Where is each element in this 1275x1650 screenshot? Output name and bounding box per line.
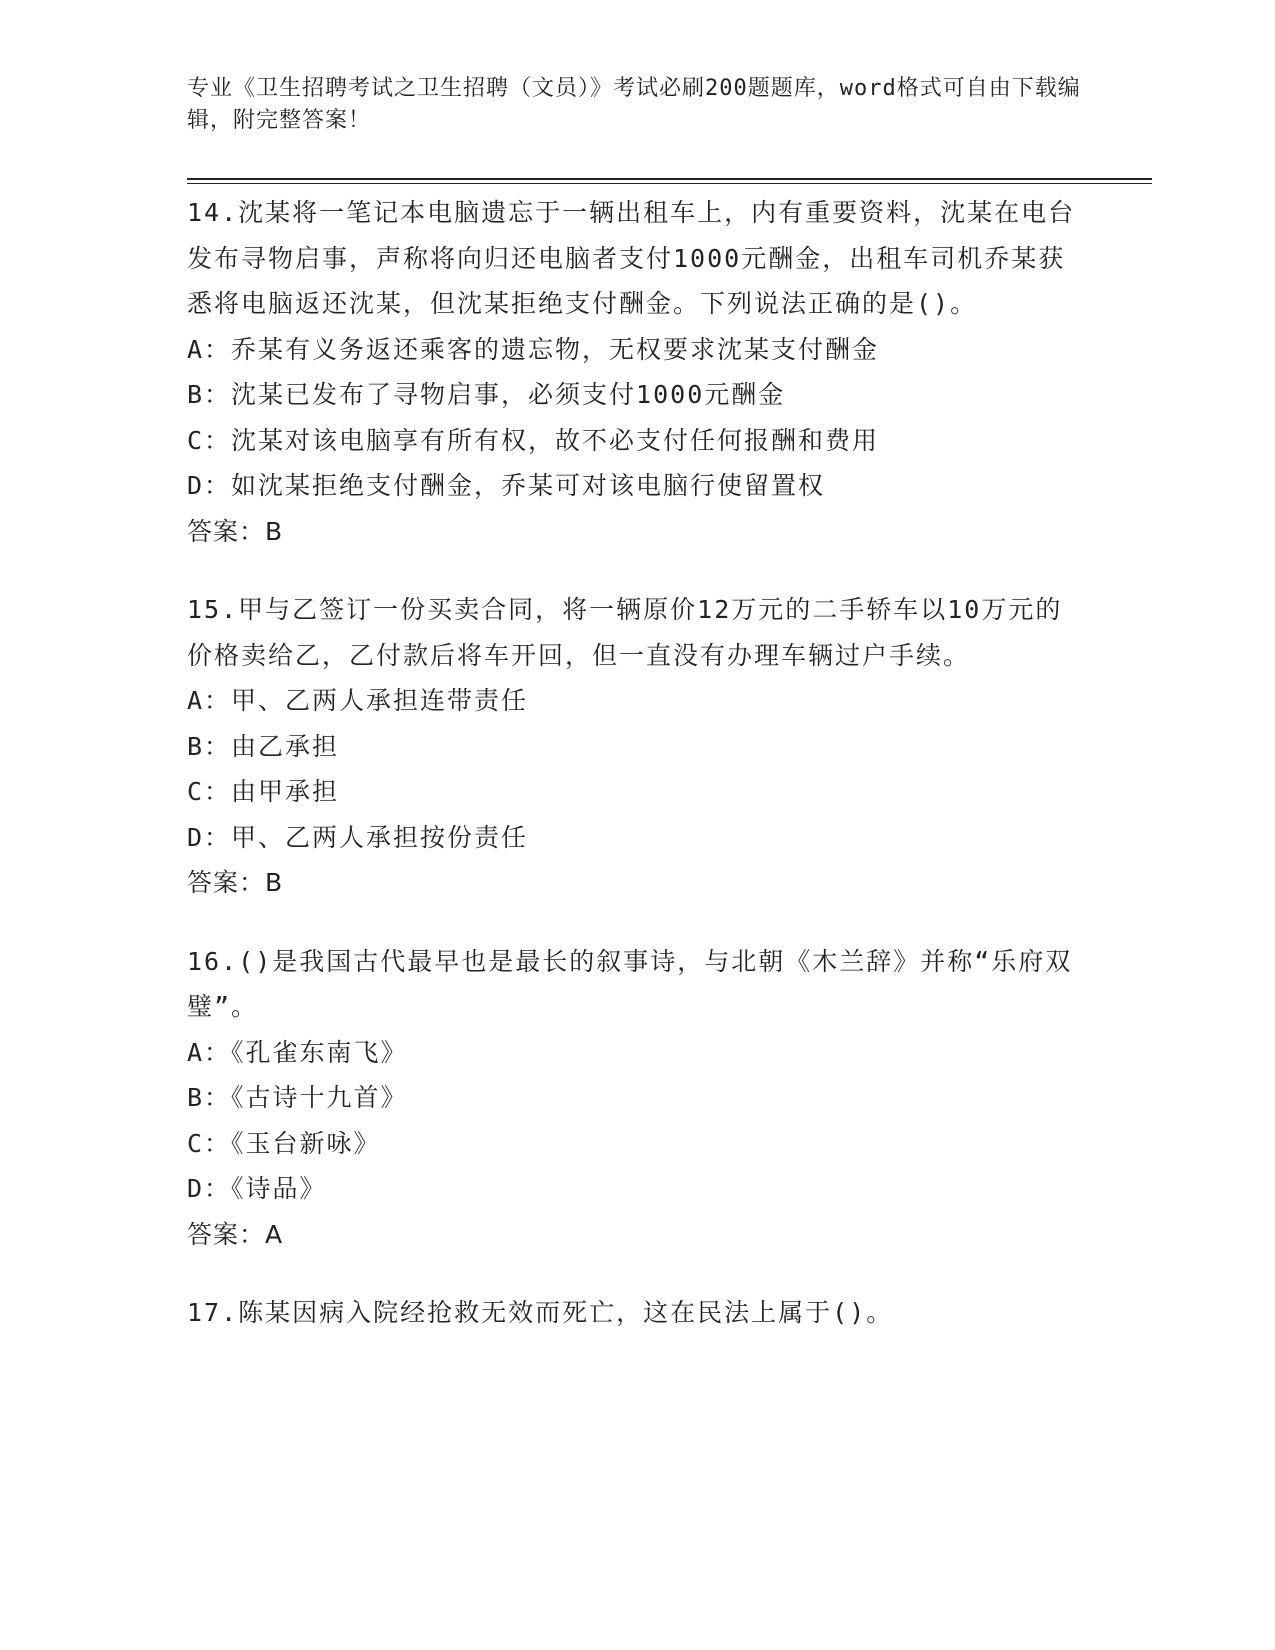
option-d: D：甲、乙两人承担按份责任 <box>187 822 529 852</box>
option-b: B：由乙承担 <box>187 731 340 761</box>
option-a: A：甲、乙两人承担连带责任 <box>187 686 529 715</box>
option-a: A：《孔雀东南飞》 <box>187 1037 408 1067</box>
header-divider <box>187 178 1152 180</box>
question-16 <box>187 939 1087 1258</box>
document-header-title: 专业《卫生招聘考试之卫生招聘（文员）》考试必刷200题题库，word格式可自由下载编辑，附完整答案！ <box>187 76 1081 133</box>
option-d: D：如沈某拒绝支付酬金，乔某可对该电脑行使留置权 <box>187 471 826 500</box>
answer: 答案：B <box>187 868 284 897</box>
question-15 <box>187 587 1087 906</box>
question-list <box>187 190 1087 1369</box>
header-divider-thin <box>187 183 1152 184</box>
question-text: 16.()是我国古代最早也是最长的叙事诗，与北朝《木兰辞》并称“乐府双璧”。 <box>187 946 1073 1021</box>
answer: 答案：B <box>187 516 284 546</box>
option-c: C：沈某对该电脑享有所有权，故不必支付任何报酬和费用 <box>187 425 880 455</box>
question-text: 15.甲与乙签订一份买卖合同，将一辆原价12万元的二手轿车以10万元的价格卖给乙，乙付款后将车开回，但一直没有办理车辆过户手续。 <box>187 595 1063 670</box>
question-text: 14.沈某将一笔记本电脑遗忘于一辆出租车上，内有重要资料，沈某在电台发布寻物启事，声称将向归还电脑者支付1000元酬金，出租车司机乔某获悉将电脑返还沈某，但沈某拒绝支付酬金。下列说法正确的是()。 <box>187 198 1076 318</box>
option-b: B：《古诗十九首》 <box>187 1083 408 1112</box>
answer: 答案：A <box>187 1219 284 1249</box>
option-d: D：《诗品》 <box>187 1174 327 1203</box>
question-text: 17.陈某因病入院经抢救无效而死亡，这在民法上属于()。 <box>187 1298 894 1327</box>
option-a: A：乔某有义务返还乘客的遗忘物，无权要求沈某支付酬金 <box>187 334 880 364</box>
option-c: C：由甲承担 <box>187 777 340 806</box>
question-17 <box>187 1290 1087 1336</box>
option-c: C：《玉台新咏》 <box>187 1128 381 1158</box>
question-14 <box>187 190 1087 554</box>
option-b: B：沈某已发布了寻物启事，必须支付1000元酬金 <box>187 380 786 409</box>
